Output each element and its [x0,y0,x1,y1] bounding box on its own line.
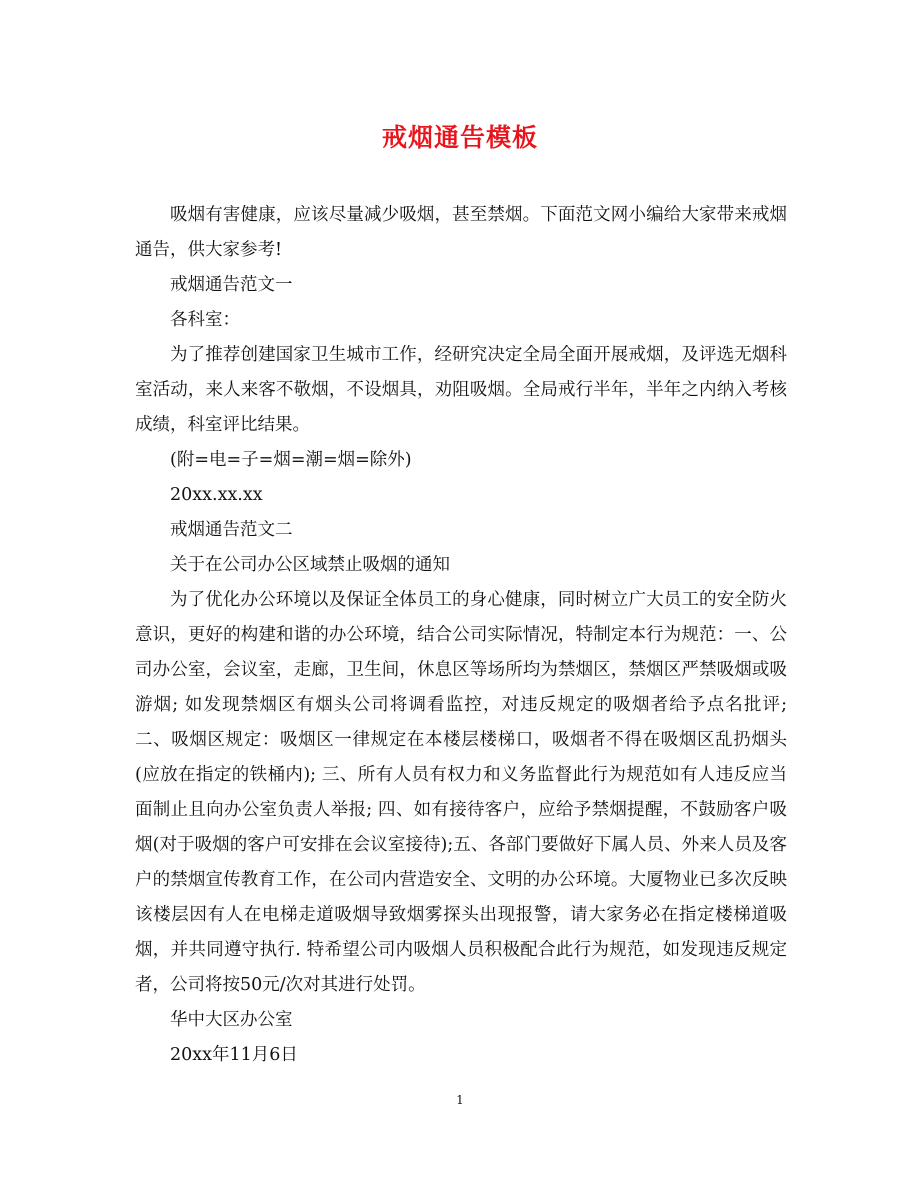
page-number: 1 [456,1093,464,1107]
sample2-body: 为了优化办公环境以及保证全体员工的身心健康，同时树立广大员工的安全防火意识，更好的构建和谐的办公环境，结合公司实际情况，特制定本行为规范：一、公司办公室，会议室，走廊，卫生间，休息区等场所均为禁烟区，禁烟区严禁吸烟或吸游烟; 如发现禁烟区有烟头公司将调看监控，对违反规定的吸烟者给予点名批评; 二、吸烟区规定：吸烟区一律规定在本楼层楼梯口，吸烟者不得在吸烟区乱扔烟头(应放在指定的铁桶内); 三、所有人员有权力和义务监督此行为规范如有人违反应当面制止且向办公室负责人举报; 四、如有接待客户，应给予禁烟提醒，不鼓励客户吸烟(对于吸烟的客户可安排在会议室接待);五、各部门要做好下属人员、外来人员及客户的禁烟宣传教育工作，在公司内营造安全、文明的办公环境。大厦物业已多次反映该楼层因有人在电梯走道吸烟导致烟雾探头出现报警，请大家务必在指定楼梯道吸烟，并共同遵守执行. 特希望公司内吸烟人员积极配合此行为规范，如发现违反规定者，公司将按50元/次对其进行处罚。 [135,590,787,995]
sample1-note: (附=电=子=烟=潮=烟=除外) [170,450,412,470]
sample2-subject: 关于在公司办公区域禁止吸烟的通知 [170,555,450,575]
intro-paragraph: 吸烟有害健康，应该尽量减少吸烟，甚至禁烟。下面范文网小编给大家带来戒烟通告，供大家参考! [135,205,787,260]
sample1-body: 为了推荐创建国家卫生城市工作，经研究决定全局全面开展戒烟，及评选无烟科室活动，来人来客不敬烟，不设烟具，劝阻吸烟。全局戒行半年，半年之内纳入考核成绩，科室评比结果。 [135,345,787,435]
sample2-signature: 华中大区办公室 [170,1010,293,1030]
sample1-date: 20xx.xx.xx [170,485,263,505]
document-body [135,198,787,1073]
sample2-heading: 戒烟通告范文二 [170,520,293,540]
sample2-date: 20xx年11月6日 [170,1045,298,1065]
document-title: 戒烟通告模板 [381,123,538,152]
sample1-salutation: 各科室： [170,310,240,330]
sample1-heading: 戒烟通告范文一 [170,275,293,295]
